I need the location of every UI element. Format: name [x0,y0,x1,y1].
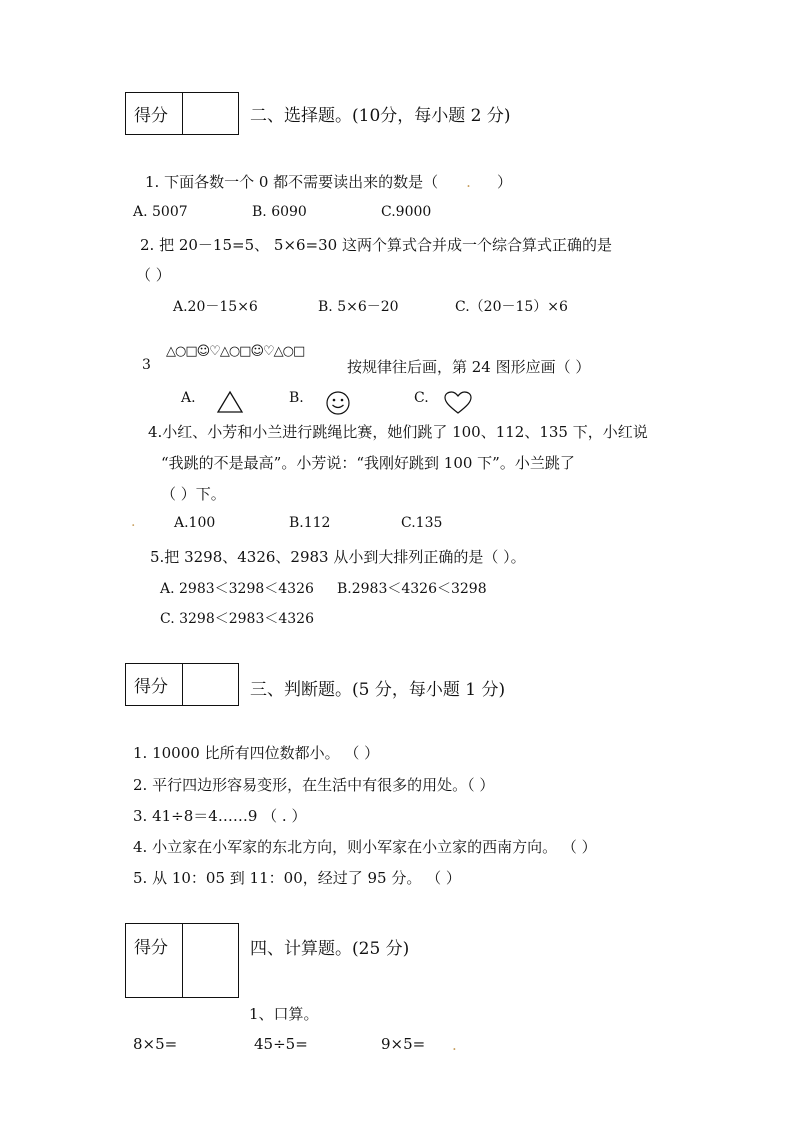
q1-text: 1. 下面各数一个 0 都不需要读出来的数是（ . ） [145,173,512,191]
q2-option-b: B. 5×6－20 [318,299,399,315]
q4-line-1: 4.小红、小芳和小兰进行跳绳比赛，她们跳了 100、112、135 下，小红说 [148,423,648,441]
q3-number: 3 [142,357,151,373]
q3-option-b: B. [289,390,304,406]
q4-line-2: “我跳的不是最高”。小芳说：“我刚好跳到 100 下”。小兰跳了 [161,454,575,472]
q3-text: 按规律往后画，第 24 图形应画（ ） [347,358,591,376]
judgment-item-5: 5. 从 10：05 到 11：00，经过了 95 分。 （ ） [133,869,461,887]
q4-line-3: （ ）下。 [161,485,226,503]
score-blank [183,664,238,705]
q1-option-b: B. 6090 [252,204,307,220]
section-3-heading: 三、判断题。(5 分，每小题 1 分) [250,680,506,700]
q2-blank: （ ） [136,266,171,284]
judgment-item-1: 1. 10000 比所有四位数都小。 （ ） [133,744,380,762]
triangle-icon [216,390,244,414]
q5-option-b: B.2983＜4326＜3298 [337,581,487,597]
calc-item-2: 45÷5= [254,1035,308,1053]
calc-dot: . [452,1036,457,1054]
q5-option-a: A. 2983＜3298＜4326 [160,581,314,597]
calc-item-1: 8×5= [133,1035,178,1053]
q3-shape-sequence: △○□☺♡△○□☺♡△○□ [166,344,305,359]
q5-option-c: C. 3298＜2983＜4326 [160,611,314,627]
score-box-section-4 [125,923,239,998]
section-2-heading: 二、选择题。(10分，每小题 2 分) [250,106,511,126]
judgment-item-3: 3. 41÷8＝4……9 （ . ） [133,807,307,825]
score-label: 得分 [126,924,183,997]
section-4-heading: 四、计算题。(25 分) [250,939,410,959]
heart-icon [443,390,473,416]
score-box-section-2 [125,92,239,135]
score-label: 得分 [126,93,183,134]
q4-dot: . [131,514,136,530]
score-blank [183,93,238,134]
judgment-item-2: 2. 平行四边形容易变形，在生活中有很多的用处。（ ） [133,776,495,794]
q3-option-c: C. [414,390,429,406]
q1-option-a: A. 5007 [133,204,188,220]
q5-text: 5.把 3298、4326、2983 从小到大排列正确的是（ ）。 [150,548,526,566]
q3-option-a: A. [181,390,196,406]
q2-option-a: A.20－15×6 [173,299,258,315]
q4-option-b: B.112 [289,515,331,531]
score-blank [183,924,238,997]
score-box-section-3 [125,663,239,706]
oral-calc-title: 1、口算。 [249,1005,319,1023]
q2-text: 2. 把 20－15=5、 5×6=30 这两个算式合并成一个综合算式正确的是 [140,236,612,254]
calc-item-3: 9×5= [381,1035,426,1053]
q4-option-a: A.100 [174,515,216,531]
q4-option-c: C.135 [401,515,443,531]
judgment-item-4: 4. 小立家在小军家的东北方向，则小军家在小立家的西南方向。 （ ） [133,838,597,856]
q2-option-c: C.（20－15）×6 [455,299,568,315]
smiley-icon [325,390,351,416]
q1-option-c: C.9000 [381,204,432,220]
score-label: 得分 [126,664,183,705]
